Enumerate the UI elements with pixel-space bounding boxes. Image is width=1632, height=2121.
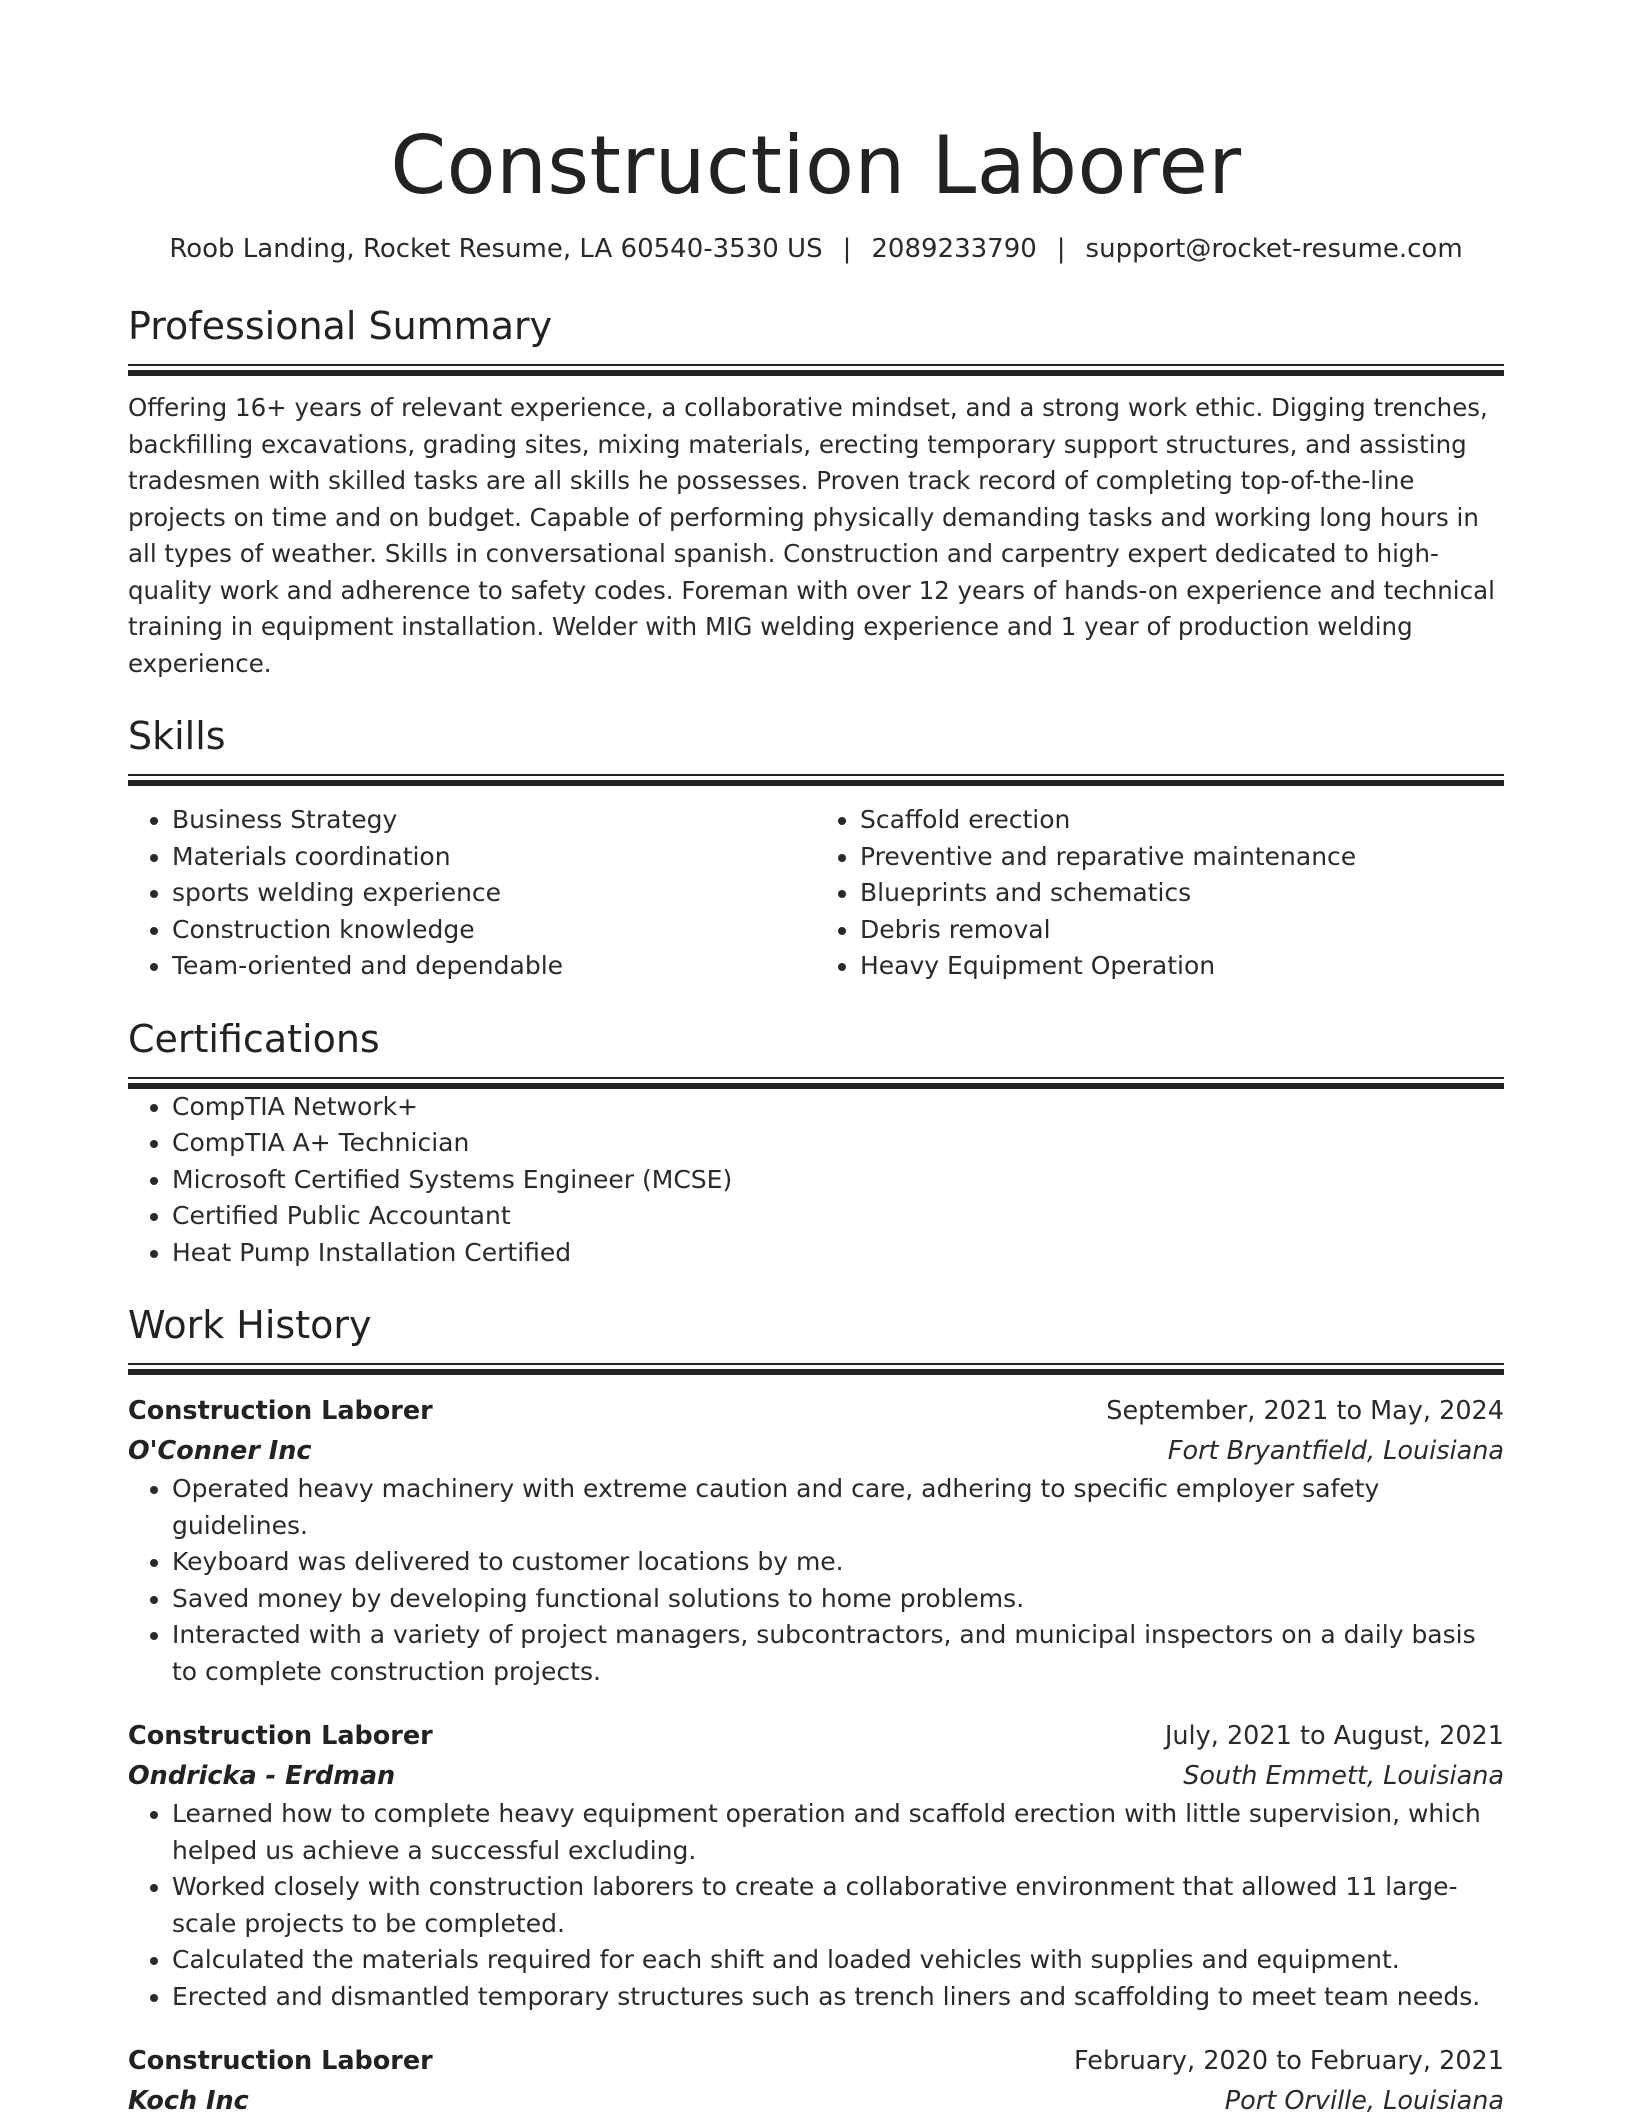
job-entry [128, 1391, 1504, 1690]
job-duty: • Erected and dismantled temporary structures such as trench liners and scaffolding to meet team needs. [172, 1979, 1504, 2016]
job-title: Construction Laborer [128, 1721, 433, 1751]
certification-item: • Microsoft Certified Systems Engineer (MCSE) [172, 1162, 1504, 1199]
certifications-heading: Certifications [128, 1016, 380, 1061]
job-subheader [128, 2081, 1504, 2121]
job-duty: • Operated heavy machinery with extreme caution and care, adhering to specific employer safety guidelines. [172, 1471, 1504, 1544]
skills-list-right [816, 802, 1504, 985]
contact-separator: | [842, 234, 852, 264]
certifications-list [128, 1089, 1504, 1272]
contact-phone: 2089233790 [871, 234, 1037, 264]
job-dates: February, 2020 to February, 2021 [1073, 2046, 1504, 2076]
job-location: Port Orville, Louisiana [1224, 2086, 1504, 2116]
work-history-section [128, 1301, 1504, 2121]
job-title: Construction Laborer [128, 1396, 433, 1426]
job-duty: • Interacted with a variety of project managers, subcontractors, and municipal inspectors on a daily basis to complete construction projects. [172, 1617, 1504, 1690]
contact-separator: | [1056, 234, 1066, 264]
job-company: Ondricka - Erdman [128, 1761, 396, 1791]
job-location: South Emmett, Louisiana [1183, 1761, 1504, 1791]
job-entry [128, 1716, 1504, 2015]
skill-item: • Scaffold erection [860, 802, 1504, 839]
skill-item: • Blueprints and schematics [860, 875, 1504, 912]
contact-address: Roob Landing, Rocket Resume, LA 60540-3530 US [169, 234, 823, 264]
skill-item: • Team-oriented and dependable [172, 948, 816, 985]
job-duty: • Calculated the materials required for each shift and loaded vehicles with supplies and equipment. [172, 1942, 1504, 1979]
section-divider [128, 1077, 1504, 1089]
job-dates: September, 2021 to May, 2024 [1106, 1396, 1504, 1426]
job-duty: • Worked closely with construction laborers to create a collaborative environment that allowed 11 large-scale projects to be completed. [172, 1869, 1504, 1942]
job-subheader [128, 1756, 1504, 1796]
certification-item: • Heat Pump Installation Certified [172, 1235, 1504, 1272]
certification-item: • CompTIA Network+ [172, 1089, 1504, 1126]
job-entry [128, 2041, 1504, 2121]
skill-item: • Heavy Equipment Operation [860, 948, 1504, 985]
job-location: Fort Bryantfield, Louisiana [1167, 1436, 1504, 1466]
contact-line [128, 232, 1504, 266]
summary-text: Offering 16+ years of relevant experience, a collaborative mindset, and a strong work ethic. Digging trenches, backfilling excavations, grading sites, mixing materials, erecting temporary support structures, and assisting tradesmen with skilled tasks are all skills he possesses. Proven track record of completing top-of-the-line projects on time and on budget. Capable of performing physically demanding tasks and working long hours in all types of weather. Skills in conversational spanish. Construction and carpentry expert dedicated to high-quality work and adherence to safety codes. Foreman with over 12 years of hands-on experience and technical training in equipment installation. Welder with MIG welding experience and 1 year of production welding experience. [128, 393, 1495, 678]
certifications-section [128, 1015, 1504, 1272]
job-duties-list [128, 1796, 1504, 2015]
summary-heading: Professional Summary [128, 304, 553, 348]
certification-item: • CompTIA A+ Technician [172, 1125, 1504, 1162]
skill-item: • Debris removal [860, 912, 1504, 949]
job-duties-list [128, 1471, 1504, 1690]
certification-item: • Certified Public Accountant [172, 1198, 1504, 1235]
job-duty: • Keyboard was delivered to customer locations by me. [172, 1544, 1504, 1581]
skills-section [128, 712, 1504, 985]
skill-item: • Preventive and reparative maintenance [860, 839, 1504, 876]
job-title: Construction Laborer [128, 2046, 433, 2076]
skill-item: • Materials coordination [172, 839, 816, 876]
job-header [128, 1391, 1504, 1431]
job-header [128, 1716, 1504, 1756]
job-company: O'Conner Inc [128, 1436, 312, 1466]
section-divider [128, 774, 1504, 786]
job-duty: • Saved money by developing functional solutions to home problems. [172, 1581, 1504, 1618]
skill-item: • sports welding experience [172, 875, 816, 912]
section-divider [128, 364, 1504, 376]
skills-heading: Skills [128, 714, 226, 758]
work-history-heading: Work History [128, 1303, 372, 1347]
skills-grid [128, 802, 1504, 985]
skill-item: • Business Strategy [172, 802, 816, 839]
skills-column-right [816, 802, 1504, 985]
skills-list-left [128, 802, 816, 985]
section-divider [128, 1363, 1504, 1375]
skills-column-left [128, 802, 816, 985]
resume-title: Construction Laborer [390, 119, 1242, 212]
summary-section [128, 302, 1504, 682]
job-company: Koch Inc [128, 2086, 249, 2116]
job-subheader [128, 1431, 1504, 1471]
job-dates: July, 2021 to August, 2021 [1164, 1721, 1504, 1751]
contact-email: support@rocket-resume.com [1085, 234, 1463, 264]
job-duty: • Learned how to complete heavy equipment operation and scaffold erection with little supervision, which helped us achieve a successful excluding. [172, 1796, 1504, 1869]
job-header [128, 2041, 1504, 2081]
skill-item: • Construction knowledge [172, 912, 816, 949]
